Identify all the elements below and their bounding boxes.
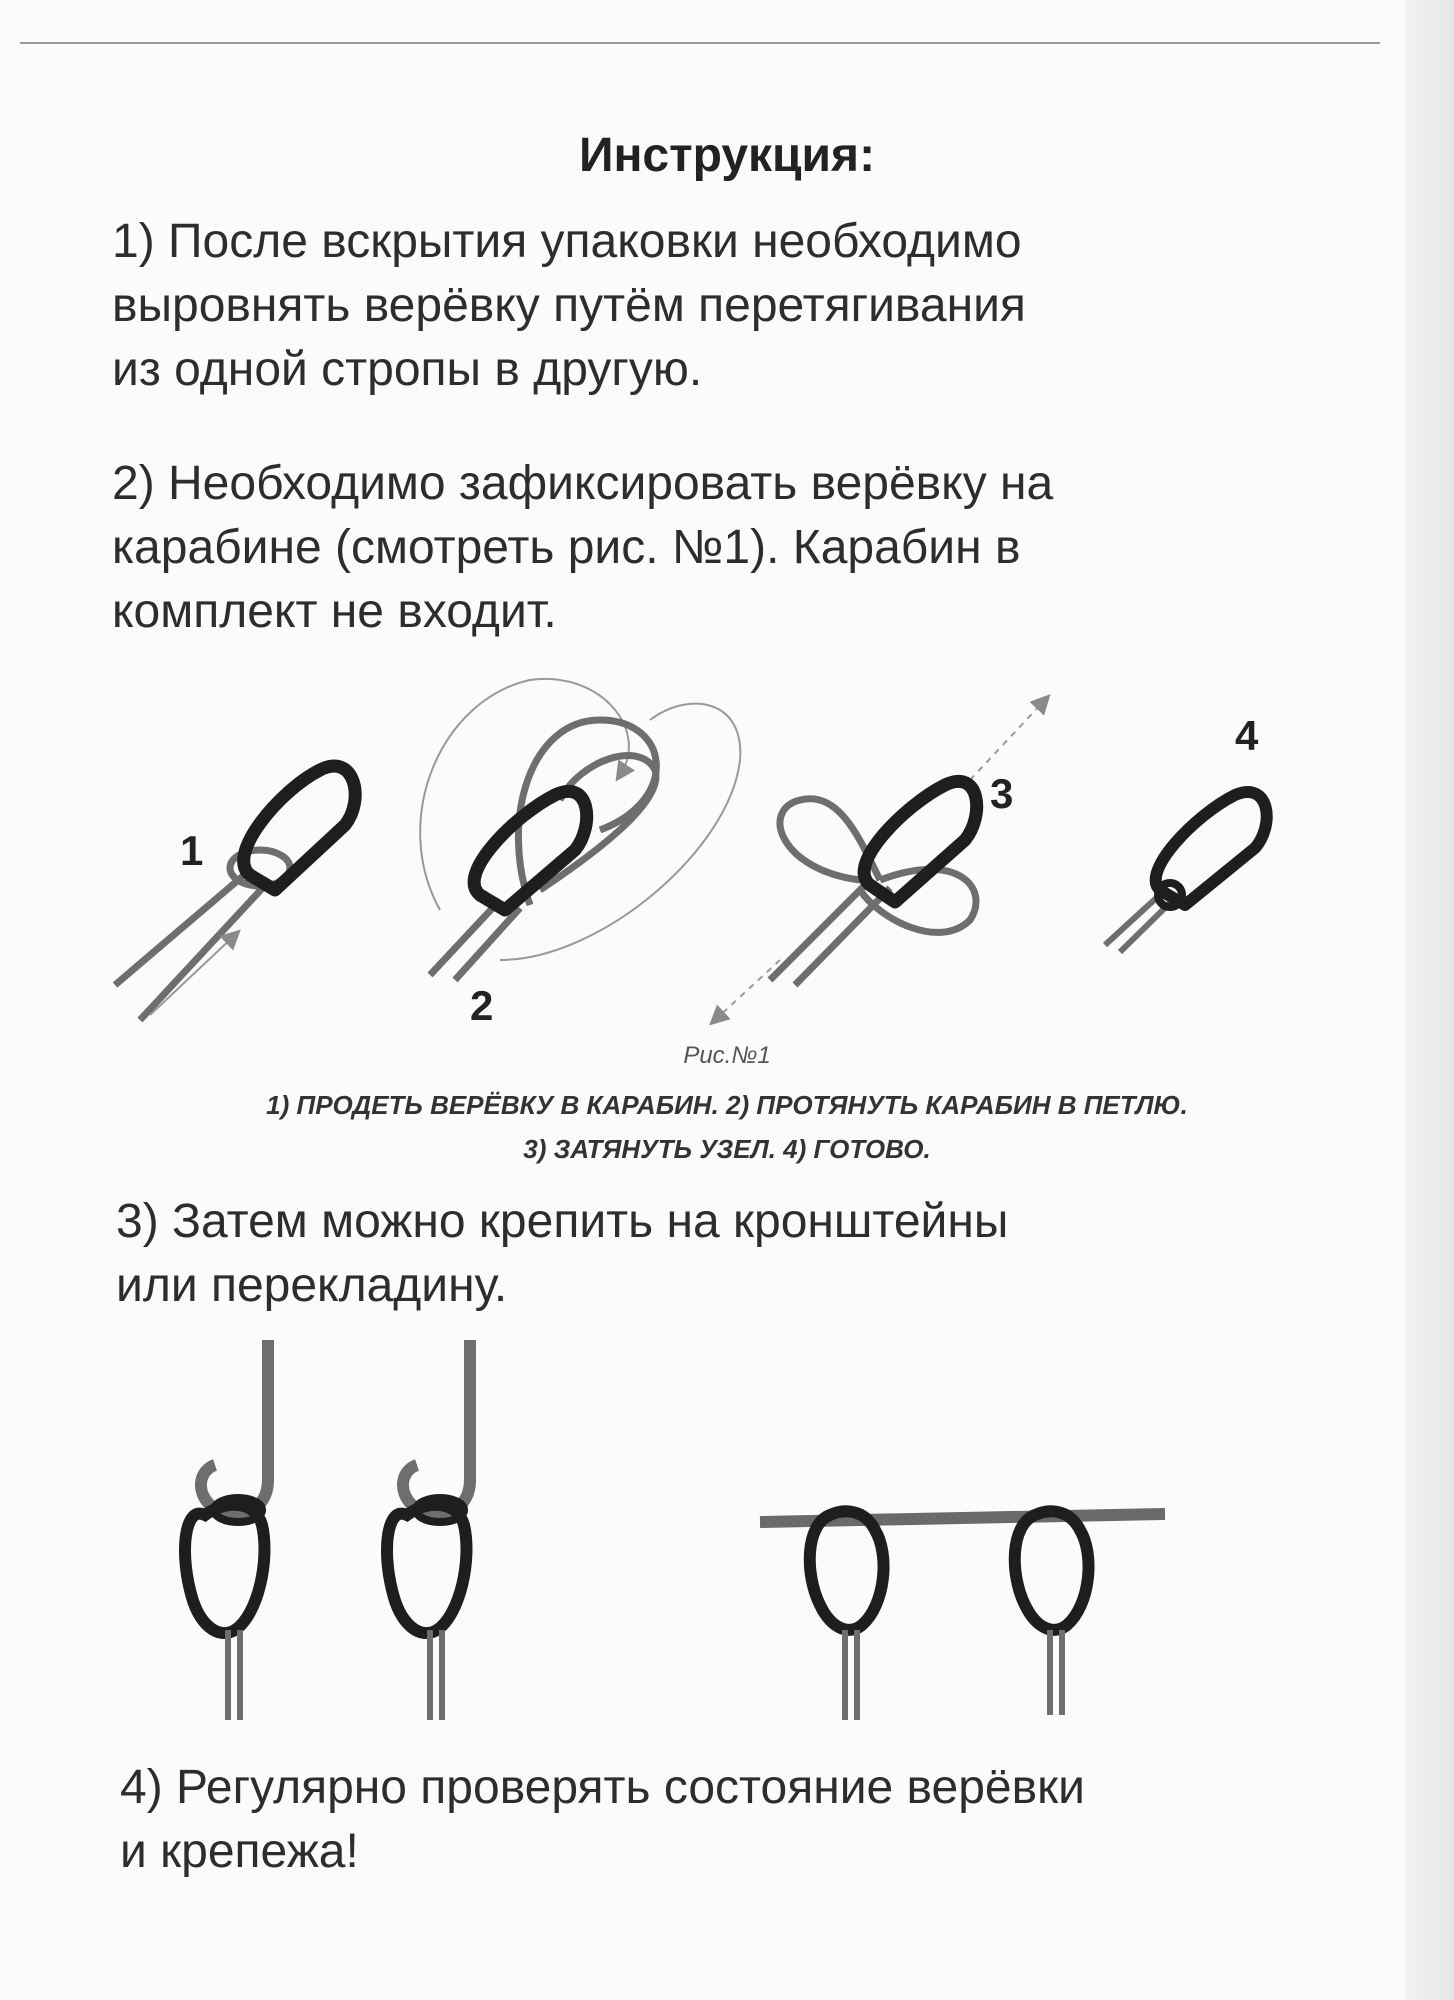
hook-mount-1	[185, 1340, 268, 1720]
figure-caption-line: 3) ЗАТЯНУТЬ УЗЕЛ. 4) ГОТОВО.	[523, 1134, 931, 1164]
knot-step-3-drawing	[715, 700, 1045, 1020]
step-4-line: и крепежа!	[120, 1825, 359, 1878]
step-1-line: выровнять верёвку путём перетягивания	[112, 279, 1026, 332]
top-divider	[20, 42, 1380, 44]
instruction-step-4	[120, 1756, 1085, 1884]
step-1-line: из одной стропы в другую.	[112, 343, 703, 396]
step-2-line: 2) Необходимо зафиксировать верёвку на	[112, 457, 1054, 510]
step-1-line: 1) После вскрытия упаковки необходимо	[112, 215, 1022, 268]
instruction-step-1	[112, 210, 1026, 402]
knot-step-4-drawing	[1105, 712, 1267, 952]
step-number-4: 4	[1235, 712, 1259, 759]
step-3-line: 3) Затем можно крепить на кронштейны	[116, 1195, 1009, 1248]
instruction-step-3	[116, 1190, 1008, 1318]
mounting-illustration	[0, 1330, 1454, 1740]
step-2-line: комплект не входит.	[112, 585, 557, 638]
step-number-3: 3	[990, 770, 1014, 817]
crossbar-mount	[760, 1511, 1165, 1720]
step-2-line: карабине (смотреть рис. №1). Карабин в	[112, 521, 1021, 574]
hook-mount-2	[387, 1340, 470, 1720]
step-4-line: 4) Регулярно проверять состояние верёвки	[120, 1761, 1085, 1814]
step-number-1: 1	[180, 827, 204, 874]
step-number-2: 2	[470, 982, 494, 1029]
figure-label: Рис.№1	[683, 1042, 771, 1069]
knot-step-2-drawing	[420, 679, 740, 1029]
page-title: Инструкция:	[578, 129, 876, 182]
step-3-line: или перекладину.	[116, 1259, 508, 1312]
knot-steps-illustration	[0, 640, 1454, 1040]
figure-caption-line: 1) ПРОДЕТЬ ВЕРЁВКУ В КАРАБИН. 2) ПРОТЯНУТЬ КАРАБИН В ПЕТЛЮ.	[266, 1090, 1188, 1120]
knot-step-1-drawing	[115, 766, 355, 1020]
instruction-step-2	[112, 452, 1053, 644]
